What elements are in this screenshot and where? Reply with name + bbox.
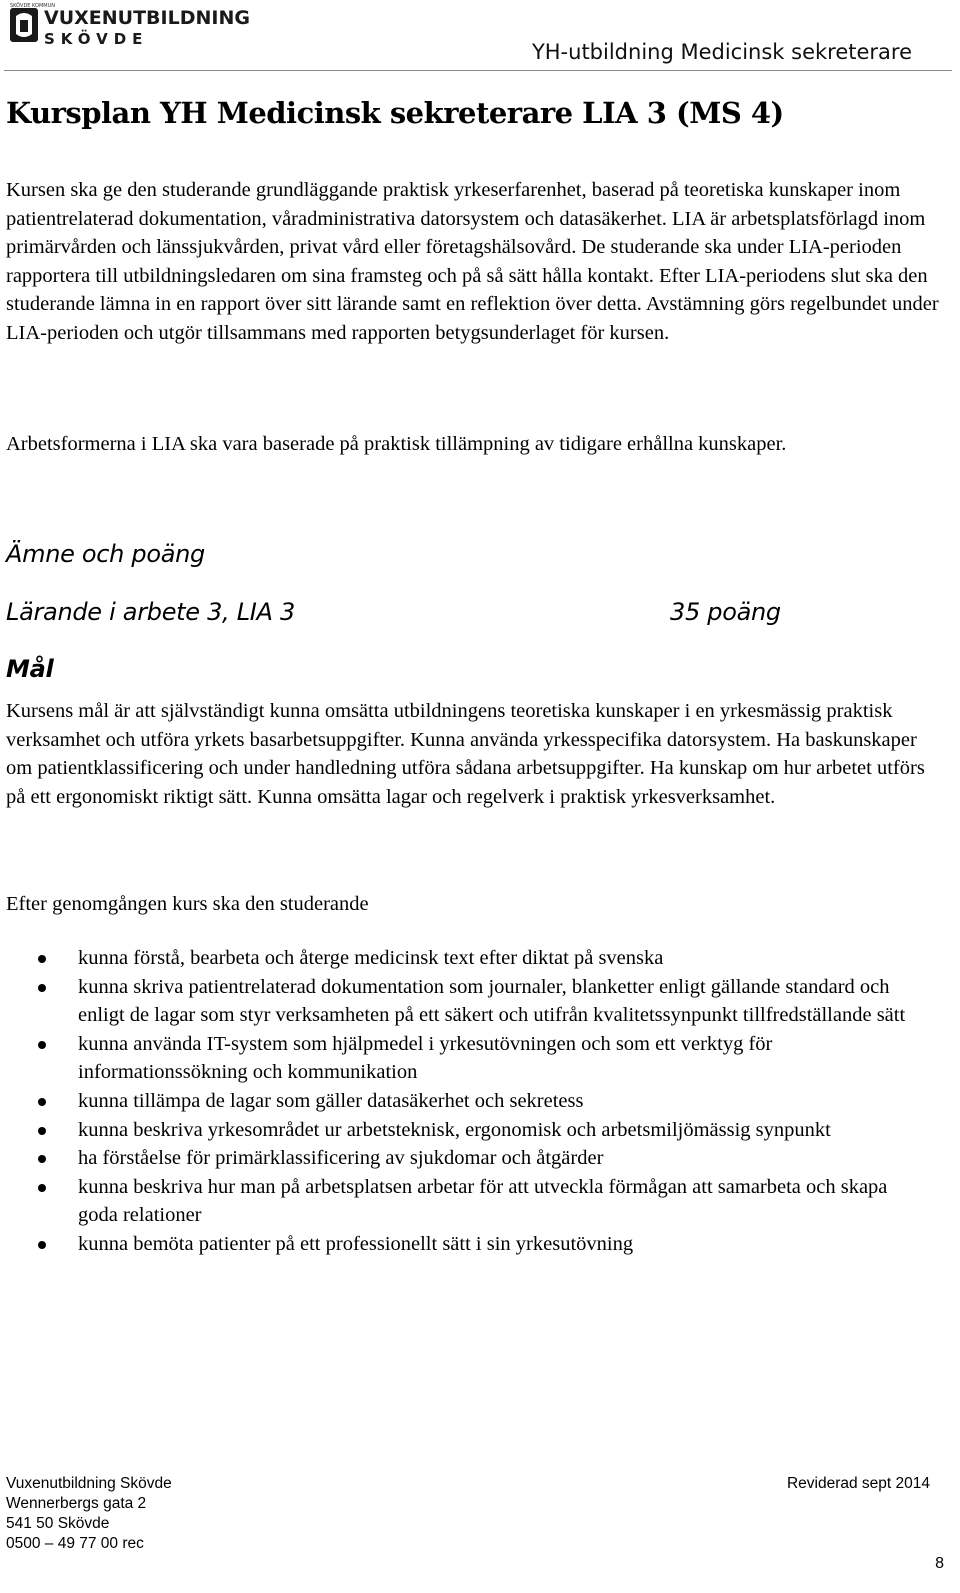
bullet-icon	[38, 1041, 46, 1049]
goal-paragraph: Kursens mål är att självständigt kunna omsätta utbildningens teoretiska kunskaper i en yrkesmässig praktisk verksamhet och utföra yrkets basarbetsuppgifter. Kunna använda yrkesspecifika datorsystem. Ha baskunskaper om patientklassificering och under handledning utföra sådana arbetsuppgifter. Ha kunskap om hur arbetet utförs på ett ergonomiskt riktigt sätt. Kunna omsätta lagar och regelverk i praktisk yrkesverksamhet.	[6, 700, 925, 808]
after-course-text: Efter genomgången kurs ska den studerande	[6, 893, 369, 915]
footer-org: Vuxenutbildning Skövde	[6, 1475, 172, 1492]
footer-address	[6, 1474, 172, 1554]
footer-revised: Reviderad sept 2014	[786, 1475, 930, 1492]
header-divider	[4, 70, 952, 71]
logo-line1: VUXENUTBILDNING	[44, 7, 250, 29]
bullet-icon	[38, 984, 46, 992]
footer-phone: 0500 – 49 77 00 rec	[6, 1535, 144, 1552]
page-number: 8	[935, 1555, 944, 1572]
goal-heading: Mål	[6, 655, 54, 683]
list-item: kunna beskriva yrkesområdet ur arbetsteknisk, ergonomisk och arbetsmiljömässig synpunkt	[0, 1116, 930, 1145]
list-item: kunna bemöta patienter på ett professionellt sätt i sin yrkesutövning	[0, 1230, 930, 1259]
vuxenutbildning-logo	[8, 2, 268, 50]
outcomes-list	[0, 944, 930, 1259]
list-item: kunna förstå, bearbeta och återge medicinsk text efter diktat på svenska	[0, 944, 930, 973]
list-item: kunna använda IT-system som hjälpmedel i yrkesutövningen och som ett verktyg för informationssökning och kommunikation	[0, 1030, 930, 1087]
intro-paragraph: Kursen ska ge den studerande grundläggande praktisk yrkeserfarenhet, baserad på teoretiska kunskaper inom patientrelaterad dokumentation, våradministrativa datorsystem och datasäkerhet. LIA är arbetsplatsförlagd inom primärvården och länssjukvården, privat vård eller företagshälsovård. De studerande ska under LIA-perioden rapportera till utbildningsledaren om sina framsteg och på så sätt hålla kontakt. Efter LIA-periodens slut ska den studerande lämna in en rapport över sitt lärande samt en reflektion över detta. Avstämning görs regelbundet under LIA-perioden och utgör tillsammans med rapporten betygsunderlaget för kursen.	[6, 179, 939, 344]
page-title: Kursplan YH Medicinsk sekreterare LIA 3 (MS 4)	[6, 96, 784, 130]
list-item: ha förståelse för primärklassificering av sjukdomar och åtgärder	[0, 1144, 930, 1173]
subject-heading: Ämne och poäng	[6, 540, 205, 568]
bullet-icon	[38, 1184, 46, 1192]
list-item: kunna beskriva hur man på arbetsplatsen arbetar för att utveckla förmågan att samarbeta och skapa goda relationer	[0, 1173, 930, 1230]
logo-small-text: SKÖVDE KOMMUN	[10, 3, 56, 9]
course-name: Lärande i arbete 3, LIA 3	[6, 598, 295, 626]
course-points: 35 poäng	[670, 598, 781, 626]
bullet-icon	[38, 1241, 46, 1249]
bullet-icon	[38, 955, 46, 963]
bullet-icon	[38, 1155, 46, 1163]
logo-line2: SKÖVDE	[44, 30, 149, 48]
header-program-name: YH-utbildning Medicinsk sekreterare	[531, 40, 912, 64]
list-item: kunna tillämpa de lagar som gäller datasäkerhet och sekretess	[0, 1087, 930, 1116]
footer-city: 541 50 Skövde	[6, 1515, 110, 1532]
footer-street: Wennerbergs gata 2	[6, 1495, 147, 1512]
bullet-icon	[38, 1127, 46, 1135]
list-item: kunna skriva patientrelaterad dokumentation som journaler, blanketter enligt gällande standard och enligt de lagar som styr verksamheten på ett säkert och utifrån kvalitetssynpunkt tillfredställande sätt	[0, 973, 930, 1030]
bullet-icon	[38, 1098, 46, 1106]
work-forms-paragraph: Arbetsformerna i LIA ska vara baserade på praktisk tillämpning av tidigare erhållna kunskaper.	[6, 433, 787, 455]
